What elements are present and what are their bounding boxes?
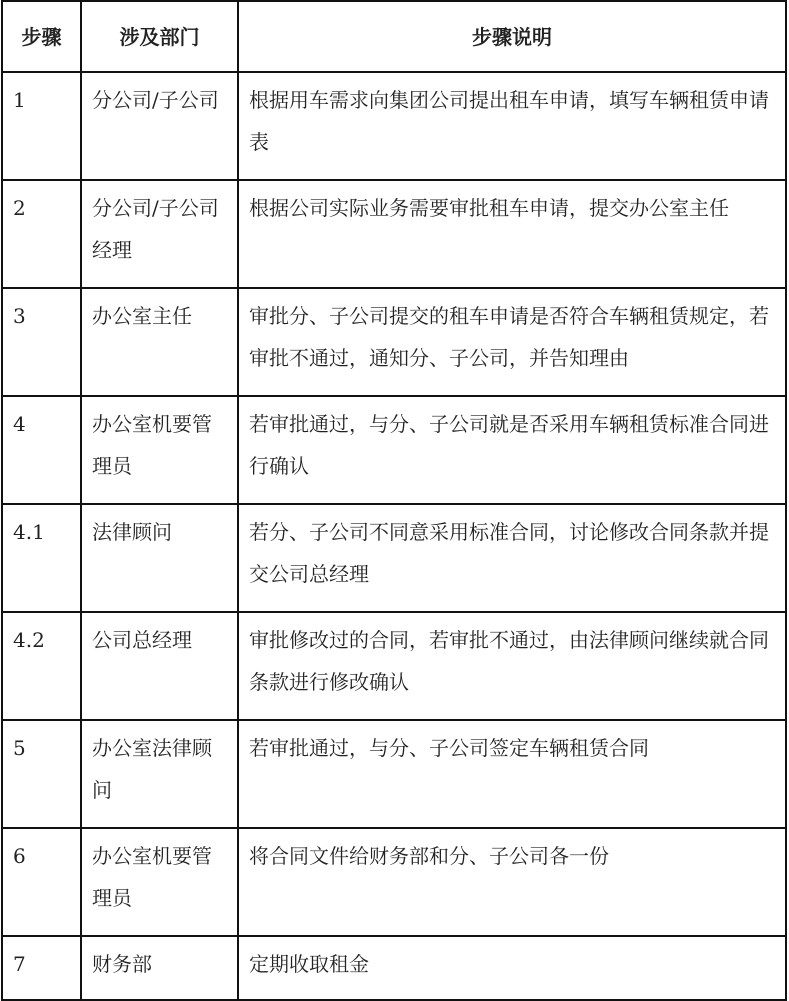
department-cell: 办公室机要管理员 xyxy=(81,828,238,936)
step-cell: 5 xyxy=(2,720,81,828)
department-cell: 办公室机要管理员 xyxy=(81,396,238,504)
header-description: 步骤说明 xyxy=(238,1,786,72)
description-cell: 审批修改过的合同，若审批不通过，由法律顾问继续就合同条款进行修改确认 xyxy=(238,612,786,720)
description-cell: 若审批通过，与分、子公司就是否采用车辆租赁标准合同进行确认 xyxy=(238,396,786,504)
step-cell: 2 xyxy=(2,180,81,288)
table-row xyxy=(2,180,786,288)
table-row xyxy=(2,72,786,180)
step-cell: 1 xyxy=(2,72,81,180)
table-row xyxy=(2,612,786,720)
department-cell: 法律顾问 xyxy=(81,504,238,612)
description-cell: 若分、子公司不同意采用标准合同，讨论修改合同条款并提交公司总经理 xyxy=(238,504,786,612)
table-row xyxy=(2,288,786,396)
header-step: 步骤 xyxy=(2,1,81,72)
table-row xyxy=(2,396,786,504)
process-table xyxy=(1,0,787,1001)
table-row xyxy=(2,936,786,1000)
step-cell: 4.2 xyxy=(2,612,81,720)
description-cell: 若审批通过，与分、子公司签定车辆租赁合同 xyxy=(238,720,786,828)
description-cell: 根据公司实际业务需要审批租车申请，提交办公室主任 xyxy=(238,180,786,288)
description-cell: 根据用车需求向集团公司提出租车申请，填写车辆租赁申请表 xyxy=(238,72,786,180)
table-row xyxy=(2,504,786,612)
step-cell: 4.1 xyxy=(2,504,81,612)
department-cell: 财务部 xyxy=(81,936,238,1000)
department-cell: 分公司/子公司经理 xyxy=(81,180,238,288)
department-cell: 办公室主任 xyxy=(81,288,238,396)
step-cell: 7 xyxy=(2,936,81,1000)
step-cell: 6 xyxy=(2,828,81,936)
department-cell: 公司总经理 xyxy=(81,612,238,720)
header-department: 涉及部门 xyxy=(81,1,238,72)
description-cell: 将合同文件给财务部和分、子公司各一份 xyxy=(238,828,786,936)
description-cell: 定期收取租金 xyxy=(238,936,786,1000)
step-cell: 4 xyxy=(2,396,81,504)
header-row xyxy=(2,1,786,72)
table-row xyxy=(2,828,786,936)
table-row xyxy=(2,720,786,828)
department-cell: 办公室法律顾问 xyxy=(81,720,238,828)
description-cell: 审批分、子公司提交的租车申请是否符合车辆租赁规定，若审批不通过，通知分、子公司，并告知理由 xyxy=(238,288,786,396)
department-cell: 分公司/子公司 xyxy=(81,72,238,180)
step-cell: 3 xyxy=(2,288,81,396)
